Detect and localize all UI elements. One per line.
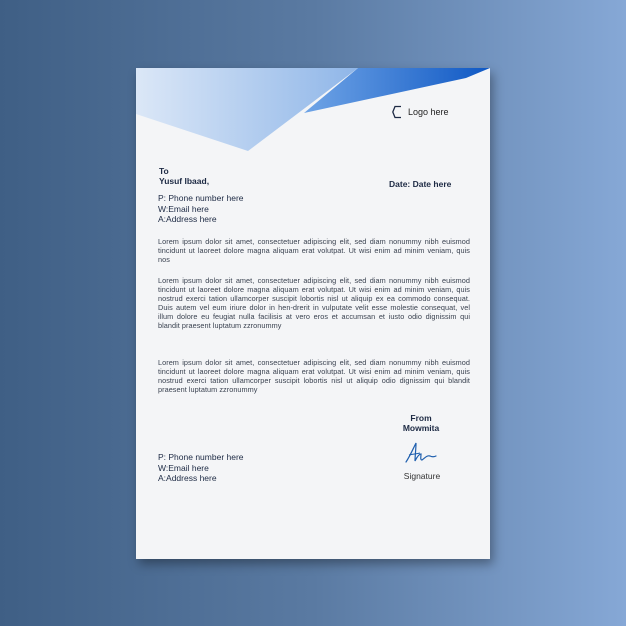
logo <box>392 105 449 119</box>
signature-label: Signature <box>403 471 441 481</box>
signature-icon <box>404 440 438 466</box>
logo-text: Logo here <box>408 107 449 117</box>
to-label: To <box>159 166 169 176</box>
recipient-name: Yusuf Ibaad, <box>159 176 210 186</box>
from-label: From <box>410 413 432 423</box>
recipient-contact <box>158 193 244 225</box>
sender-name: Mowmita <box>402 423 440 433</box>
sender-phone: P: Phone number here <box>158 452 244 462</box>
hexagon-logo-icon <box>392 105 404 119</box>
body-paragraph-2: Lorem ipsum dolor sit amet, consectetuer adipiscing elit, sed diam nonummy nibh euismod tincidunt ut laoreet dolore magna aliquam erat volutpat. Ut wisi enim ad minim veniam, quis nostrud exerci tation ullamcorper suscipit lobortis nisl ut aliquip ex ea commodo consequat. Duis autem vel eum iriure dolor in hen-drerit in vulputate velit esse molestie consequat, vel illum dolore eu feugiat nulla facilisis at vero eros et accumsan et iusto odio dignissim qui blandit praesent luptatum zzronummy <box>158 276 470 331</box>
letterhead-page <box>136 68 490 559</box>
sender-address: A:Address here <box>158 473 217 484</box>
recipient-email: W:Email here <box>158 203 209 214</box>
recipient-phone: P: Phone number here <box>158 193 244 203</box>
body-paragraph-1: Lorem ipsum dolor sit amet, consectetuer adipiscing elit, sed diam nonummy nibh euismod tincidunt ut laoreet dolore magna aliquam erat volutpat. Ut wisi enim ad minim veniam, quis nos <box>158 237 470 265</box>
sender-email: W:Email here <box>158 462 209 473</box>
letter-date: Date: Date here <box>389 179 452 189</box>
body-paragraph-3: Lorem ipsum dolor sit amet, consectetuer adipiscing elit, sed diam nonummy nibh euismod tincidunt ut laoreet dolore magna aliquam erat volutpat. Ut wisi enim ad minim veniam, quis nostrud exerci tation ullamcorper suscipit lobortis nisl ut aliquip odio dignissim qui blandit praesent luptatum zzronummy <box>158 358 470 395</box>
recipient-address: A:Address here <box>158 214 217 225</box>
sender-contact <box>158 452 244 484</box>
